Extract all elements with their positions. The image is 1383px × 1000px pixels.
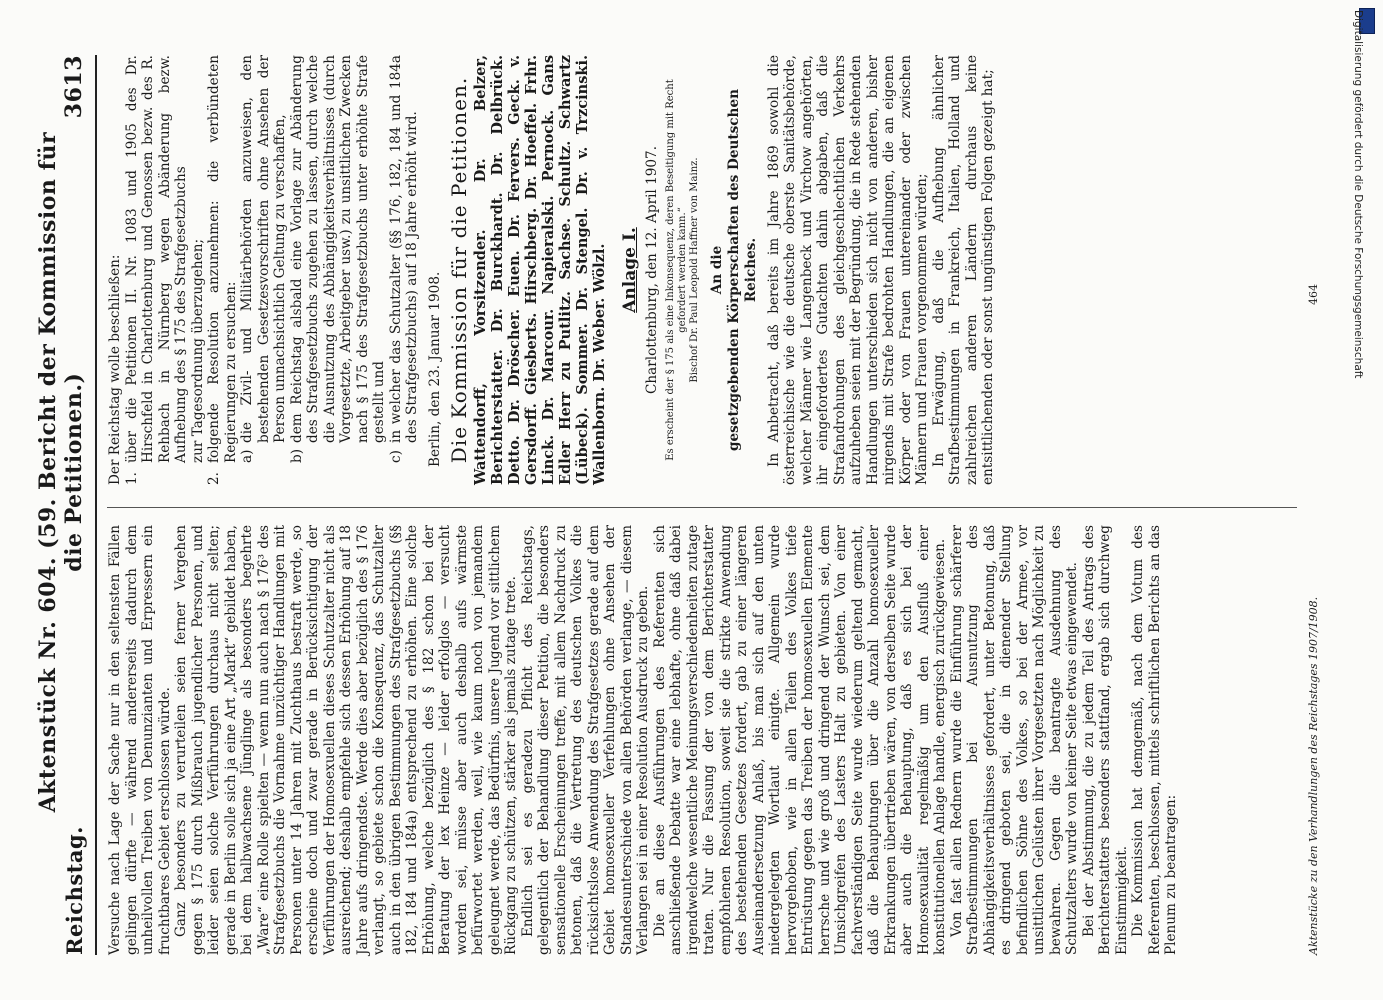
header-center: Aktenstück Nr. 604. (59. Bericht der Kommission für die Petitionen.) (35, 131, 87, 813)
commission-title: Die Kommission für die Petitionen. (447, 76, 471, 464)
paragraph: Die Kommission hat demgemäß, nach dem Votum des Referenten, beschlossen, mittels schriftlichen Berichts an das Plenum zu beantragen: (1130, 525, 1179, 955)
epigraph (665, 55, 701, 485)
sub-number: a) (239, 449, 255, 463)
sub-text: in welcher das Schutzalter (§§ 176, 182, 184 und 184a des Strafgesetzbuchs) auf 18 Jahre erhöht wird. (387, 55, 420, 443)
epigraph-author: Bischof Dr. Paul Leopold Haffner von Mainz. (688, 157, 700, 383)
running-header (35, 55, 87, 955)
anlage-heading: Anlage I. (619, 227, 640, 313)
commission-members: Wattendorff, Vorsitzender. Dr. Belzer, Berichterstatter. Dr. Burckhardt. Dr. Delbrück. Detto. Dr. Dröscher. Euen. Dr. Fervers. Geck. v. Gersdorff. Giesberts. Hirschberg. Dr. Hoeffel. Frhr. Linck. Dr. Marcour. Napieralski. Pernock. Gans Edler Herr zu Putlitz. Sachse. Schultz. Schwartz (Lübeck). Sommer. Dr. Stengel. Dr. v. Trzcinski. Wallenborn. Dr. Weber. Wölzl. (471, 55, 608, 485)
resolution-item-1 (124, 55, 207, 485)
item-text: über die Petitionen II. Nr. 1083 und 1905 des Dr. Hirschfeld in Charlottenburg und Genossen bezw. des R. Rehbach in Nürnberg wegen Abänderung bezw. Aufhebung des § 175 des Strafgesetzbuchs (123, 55, 189, 463)
paragraph: Versuche nach Lage der Sache nur in den seltensten Fällen gelingen dürfte — während andererseits dadurch dem unheilvollen Treiben von Denunzianten und Erpressern ein fruchtbares Gebiet erschlossen würde. (107, 525, 173, 955)
resolution-sub-c (388, 55, 421, 463)
resolution-sub-a (239, 55, 289, 463)
sub-number: c) (387, 450, 404, 463)
resolution-intro: Der Reichstag wolle beschließen: (107, 254, 123, 485)
header-rule (95, 55, 97, 955)
date-line: Berlin, den 23. Januar 1908. (426, 271, 443, 467)
address-block (709, 55, 760, 485)
rotated-document (35, 55, 1335, 955)
sub-text: dem Reichstag alsbald eine Vorlage zur Abänderung des Strafgesetzbuchs zugehen zu lassen, durch welche die Ausnutzung des Abhängigkeitsverhältnisses (durch Vorgesetzte, Arbeitgeber usw.) zu unsittlichen Zwecken nach § 175 des Strafgesetzbuchs unter erhöhte Strafe gestellt und (288, 55, 387, 443)
paragraph: Endlich sei es geradezu Pflicht des Reichstags, gelegentlich der Behandlung dieser Petition, die besonders sensationelle Erscheinungen treffe, mit allem Nachdruck zu betonen, daß die Vertretung des deutschen Volkes die rücksichtslose Anwendung des Strafgesetzes gerade auf dem Gebiet homosexueller Verfehlungen ohne Ansehen der Standesunterschiede von allen Behörden verlange, — diesem Verlangen sei in einer Resolution Ausdruck zu geben. (519, 525, 651, 955)
column-divider (107, 507, 1297, 508)
address-line: An die (708, 245, 725, 295)
digitization-note (1352, 10, 1376, 810)
address-line: gesetzgebenden Körperschaften des Deutschen Reiches. (725, 89, 759, 451)
footer-left: Aktenstücke zu den Verhandlungen des Reichstages 1907/1908. (1307, 596, 1320, 955)
digitization-note-text: Digitalisierung gefördert durch die Deutsche Forschungsgemeinschaft (1352, 10, 1364, 379)
paragraph: In Erwägung, daß die Aufhebung ähnlicher Strafbestimmungen in Frankreich, Italien, Holland und zahlreichen anderen Ländern durchaus keine entsittlichenden oder sonst ungünstigen Folgen gezeigt hat; (930, 55, 996, 485)
footer-signature: 464 (1307, 284, 1320, 305)
item-text: folgende Resolution anzunehmen: die verbündeten Regierungen zu ersuchen: (206, 55, 239, 463)
paragraph: Von fast allen Rednern wurde die Einführung schärferer Strafbestimmungen bei Ausnutzung des Abhängigkeitsverhältnisses gefordert, unter Betonung, daß es dringend geboten sei, die in dienender Stellung befindlichen Söhne des Volkes, so bei der Armee, vor unsittlichen Gelüsten ihrer Vorgesetzten nach Möglichkeit zu bewahren. Gegen die beantragte Ausdehnung des Schutzalters wurde von keiner Seite etwas eingewendet. (948, 525, 1080, 955)
right-column (107, 55, 997, 485)
page-number: 3613 (61, 55, 87, 119)
sub-number: b) (288, 448, 305, 463)
epigraph-quote: Es erscheint der § 175 als eine Inkonsequenz, deren Beseitigung mit Recht gefordert werden kann.“ (664, 79, 688, 461)
header-left: Reichstag. (62, 826, 87, 955)
resolution-sub-b (289, 55, 388, 463)
sub-text: die Zivil- und Militärbehörden anzuweisen, den bestehenden Gesetzesvorschriften ohne Ansehen der Person unnachsichtlich Geltung zu verschaffen, (239, 55, 288, 443)
item-number: 1. (123, 472, 140, 485)
item-number: 2. (206, 472, 222, 485)
paragraph: Bei der Abstimmung, die zu jedem Teil des Antrags des Berichterstatters besonders stattfand, ergab sich durchweg Einstimmigkeit. (1080, 525, 1130, 955)
paragraph: Ganz besonders zu verurteilen seien ferner Vergehen gegen § 175 durch Mißbrauch jugendlicher Personen, und leider seien solche Verführungen durchaus nicht selten; gerade in Berlin solle sich ja eine Art „Markt“ gebildet haben, bei dem halbwachsene Jünglinge als besonders begehrte „Ware“ eine Rolle spielten — wenn nun auch nach § 176³ des Strafgesetzbuchs die Vornahme unzüchtiger Handlungen mit Personen unter 14 Jahren mit Zuchthaus bestraft werde, so erscheine doch und zwar gerade in Berücksichtigung der Verführungen der Homosexuellen dieses Schutzalter nicht als ausreichend; deshalb empfehle sich dessen Erhöhung auf 18 Jahre aufs dringendste. Werde dies aber bezüglich des § 176 verlangt, so gebiete schon die Konsequenz, das Schutzalter auch in den übrigen Bestimmungen des Strafgesetzbuchs (§§ 182, 184 und 184a) entsprechend zu erhöhen. Eine solche Erhöhung, welche bezüglich des § 182 schon bei der Beratung der lex Heinze — leider erfolglos — versucht worden sei, müsse aber auch deshalb aufs wärmste befürwortet werden, weil, wie kaum noch von jemandem geleugnet werde, das Bedürfnis, unsere Jugend vor sittlichem Rückgang zu schützen, stärker als jemals zutage trete. (173, 525, 519, 955)
item-conclusion: zur Tagesordnung überzugehen; (189, 238, 206, 463)
left-column (107, 525, 1180, 955)
paragraph: Die an diese Ausführungen des Referenten sich anschließende Debatte war eine lebhafte, ohne daß dabei irgendwelche wesentliche Meinungsverschiedenheiten zutage traten. Nur die Fassung der von dem Berichterstatter empfohlenen Resolution, soweit sie die strikte Anwendung des bestehenden Gesetzes fordert, gab zu einer längeren Auseinandersetzung Anlaß, bis man sich auf den unten niedergelegten Wortlaut einigte. Allgemein wurde hervorgehoben, wie in allen Teilen des Volkes tiefe Entrüstung gegen das Treiben der homosexuellen Elemente herrsche und wie groß und dringend der Wunsch sei, dem Umsichgreifen des Lasters Halt zu gebieten. Von einer fachverständigen Seite wurde wiederum geltend gemacht, daß die Behauptungen über die Anzahl homosexueller Erkrankungen übertrieben wären, von derselben Seite wurde aber auch die Behauptung, daß es sich bei der Homosexualität regelmäßig um den Ausfluß einer konstitutionellen Anlage handle, energisch zurückgewiesen. (651, 525, 948, 955)
resolution-item-2 (206, 55, 239, 485)
paragraph: In Anbetracht, daß bereits im Jahre 1869 sowohl die österreichische wie die deutsche oberste Sanitätsbehörde, welcher Männer wie Langenbeck und Virchow angehörten, ihr eingefordertes Gutachten dahin abgaben, daß die Strafandrohungen des gleichgeschlechtlichen Verkehrs aufzuheben seien mit der Begründung, die in Rede stehenden Handlungen unterschieden sich nicht von anderen, bisher nirgends mit Strafe bedrohten Handlungen, die an eigenen Körper oder von Frauen untereinander oder zwischen Männern und Frauen vorgenommen würden; (765, 55, 930, 485)
place-date: Charlottenburg, den 12. April 1907. (644, 145, 660, 395)
